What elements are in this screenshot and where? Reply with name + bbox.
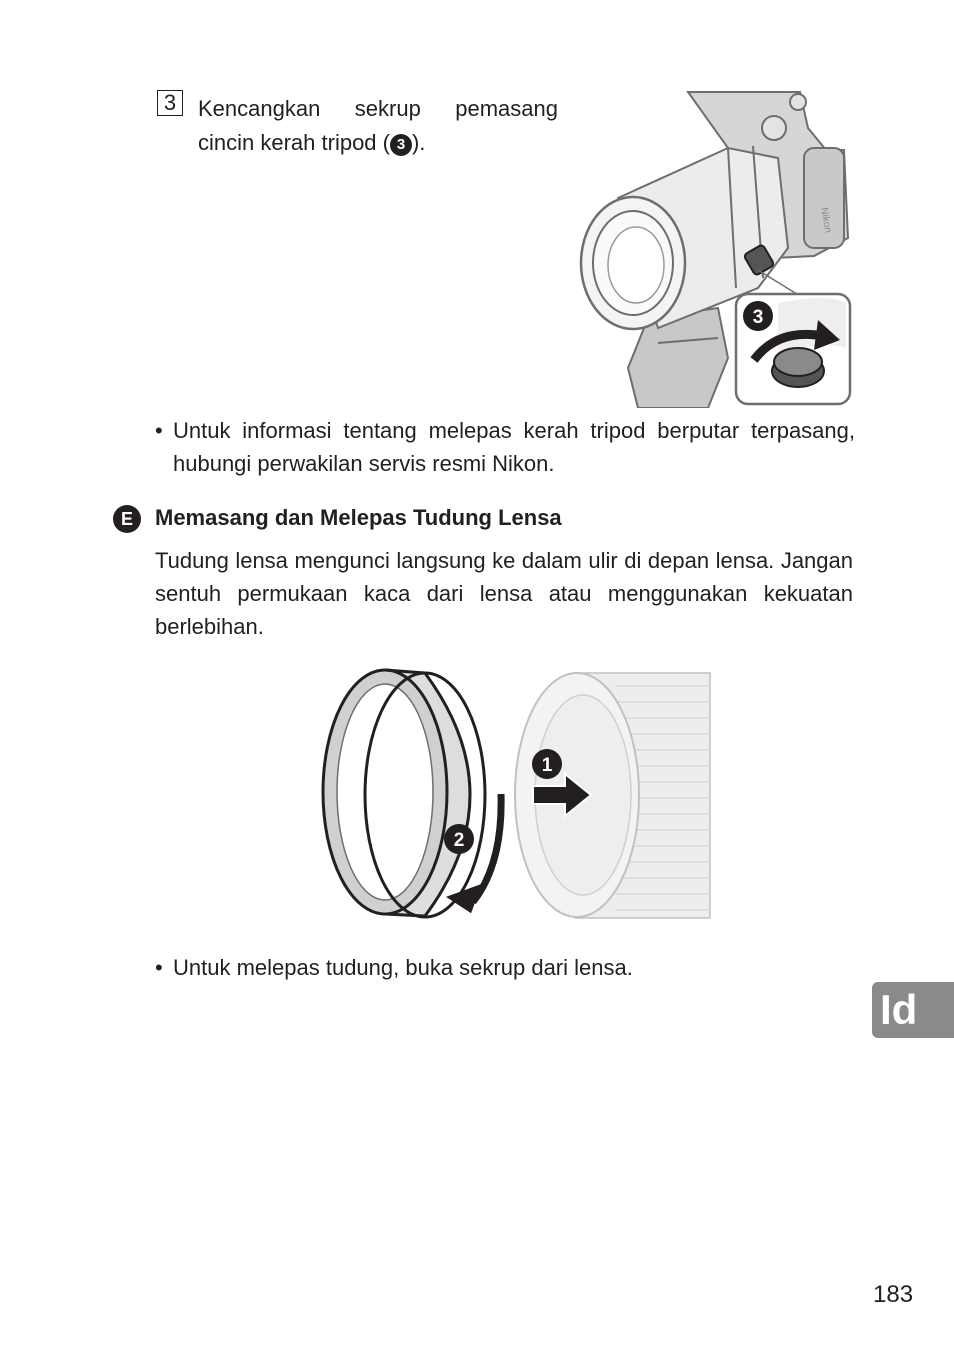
note-tripod-collar [155,414,855,480]
camera-dial [762,116,786,140]
language-tab: Id [872,982,954,1038]
step-number-box: 3 [157,90,183,116]
note-remove-hood-text: Untuk melepas tudung, buka sekrup dari lensa. [173,955,633,980]
step-instruction [198,92,558,160]
bullet-dot: • [155,418,163,443]
svg-text:3: 3 [752,307,764,328]
step-word-2: sekrup [354,96,421,121]
svg-text:1: 1 [541,755,553,776]
step-line2-prefix: cincin kerah tripod ( [198,130,390,155]
step-word-3: pemasang [455,96,558,121]
page-number: 183 [873,1281,914,1308]
section-badge: E [113,505,141,533]
note-tripod-collar-text: Untuk informasi tentang melepas kerah tripod berputar terpasang, hubungi perwakilan servis resmi Nikon. [173,418,855,476]
note-remove-hood [155,951,855,984]
step-instruction-line-1 [198,92,558,126]
step-word-1: Kencangkan [198,96,321,121]
step-instruction-line-2 [198,126,558,160]
step-line2-suffix: ). [411,130,426,155]
section-title: Memasang dan Melepas Tudung Lensa [155,505,562,530]
tripod-collar-illustration [578,88,854,408]
callout-3-inline: 3 [390,134,412,156]
svg-text:2: 2 [453,830,465,851]
bullet-dot: • [155,955,163,980]
section-body: Tudung lensa mengunci langsung ke dalam ulir di depan lensa. Jangan sentuh permukaan kaca dari lensa atau menggunakan kekuatan berlebihan. [155,548,853,639]
lens-hood-illustration [315,664,715,924]
camera-brand-mark: Nikon [818,206,834,234]
